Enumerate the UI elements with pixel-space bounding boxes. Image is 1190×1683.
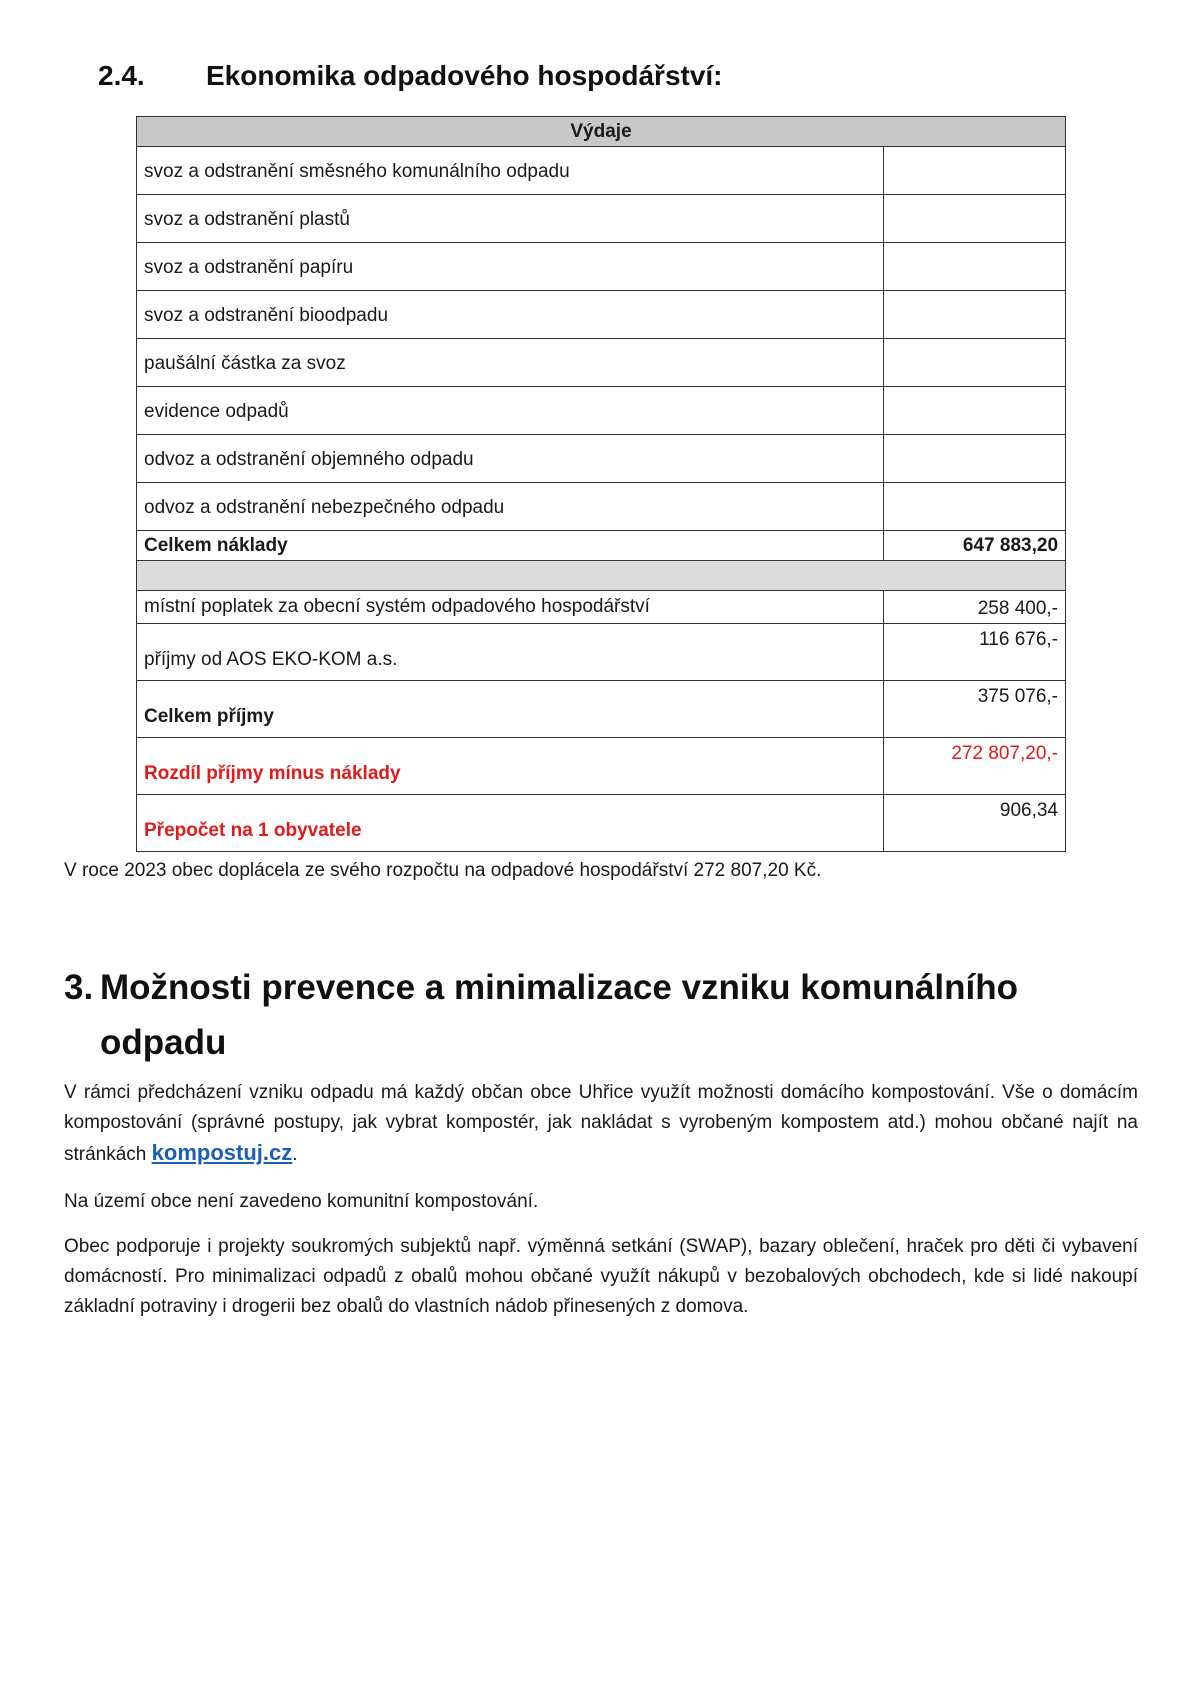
table-row xyxy=(137,624,1066,681)
total-income-row xyxy=(137,681,1066,738)
expense-value xyxy=(884,387,1066,435)
per-capita-label: Přepočet na 1 obyvatele xyxy=(137,795,884,852)
expense-value xyxy=(884,291,1066,339)
per-capita-value: 906,34 xyxy=(884,795,1066,852)
expense-label: svoz a odstranění směsného komunálního odpadu xyxy=(137,147,884,195)
section-number: 2.4. xyxy=(98,60,145,91)
income-value: 116 676,- xyxy=(884,624,1066,681)
expense-value xyxy=(884,195,1066,243)
income-value: 258 400,- xyxy=(884,591,1066,624)
section-heading xyxy=(98,60,723,92)
paragraph-composting xyxy=(64,1078,1138,1170)
total-costs-label: Celkem náklady xyxy=(137,531,884,561)
difference-row xyxy=(137,738,1066,795)
kompostuj-link[interactable]: kompostuj.cz xyxy=(151,1140,293,1165)
total-costs-row xyxy=(137,531,1066,561)
expense-label: odvoz a odstranění nebezpečného odpadu xyxy=(137,483,884,531)
income-label: místní poplatek za obecní systém odpadového hospodářství xyxy=(137,591,884,624)
difference-value: 272 807,20,- xyxy=(884,738,1066,795)
total-income-label: Celkem příjmy xyxy=(137,681,884,738)
difference-label: Rozdíl příjmy mínus náklady xyxy=(137,738,884,795)
section-title: Ekonomika odpadového hospodářství: xyxy=(206,60,723,91)
expense-value xyxy=(884,483,1066,531)
expense-label: odvoz a odstranění objemného odpadu xyxy=(137,435,884,483)
expense-value xyxy=(884,147,1066,195)
expense-label: svoz a odstranění papíru xyxy=(137,243,884,291)
total-income-value: 375 076,- xyxy=(884,681,1066,738)
expense-label: svoz a odstranění plastů xyxy=(137,195,884,243)
table-row xyxy=(137,147,1066,195)
section3-number: 3. xyxy=(64,968,94,1007)
table-row xyxy=(137,291,1066,339)
expenses-header: Výdaje xyxy=(137,117,1066,147)
table-row xyxy=(137,483,1066,531)
separator-cell xyxy=(137,561,1066,591)
table-row xyxy=(137,243,1066,291)
table-row xyxy=(137,339,1066,387)
per-capita-row xyxy=(137,795,1066,852)
note-2023: V roce 2023 obec doplácela ze svého rozpočtu na odpadové hospodářství 272 807,20 Kč. xyxy=(64,860,822,881)
budget-table xyxy=(136,116,1066,852)
section3-title-line2: odpadu xyxy=(100,1023,227,1062)
paragraph-composting-end: . xyxy=(292,1144,298,1165)
table-row xyxy=(137,195,1066,243)
table-row xyxy=(137,591,1066,624)
table-row xyxy=(137,387,1066,435)
income-label: příjmy od AOS EKO-KOM a.s. xyxy=(137,624,884,681)
paragraph-community-composting: Na území obce není zavedeno komunitní kompostování. xyxy=(64,1191,539,1212)
paragraph-private-projects: Obec podporuje i projekty soukromých subjektů např. výměnná setkání (SWAP), bazary oblečení, hraček pro děti či vybavení domácností. Pro minimalizaci odpadů z obalů mohou občané využít nákupů v bezobalových obchodech, kde si lidé nakoupí základní potraviny i drogerii bez obalů do vlastních nádob přinesených z domova. xyxy=(64,1236,1138,1317)
expense-label: paušální částka za svoz xyxy=(137,339,884,387)
expense-label: evidence odpadů xyxy=(137,387,884,435)
expense-value xyxy=(884,435,1066,483)
section3-heading xyxy=(64,960,1018,1070)
expense-label: svoz a odstranění bioodpadu xyxy=(137,291,884,339)
separator-row xyxy=(137,561,1066,591)
table-row xyxy=(137,435,1066,483)
total-costs-value: 647 883,20 xyxy=(884,531,1066,561)
table-header-row xyxy=(137,117,1066,147)
expense-value xyxy=(884,339,1066,387)
expense-value xyxy=(884,243,1066,291)
paragraph-composting-text: V rámci předcházení vzniku odpadu má každý občan obce Uhřice využít možnosti domácího kompostování. Vše o domácím kompostování (správné postupy, jak vybrat kompostér, jak nakládat s vyrobeným kompostem atd.) mohou občané najít na stránkách xyxy=(64,1082,1138,1165)
section3-title-line1: Možnosti prevence a minimalizace vzniku komunálního xyxy=(100,968,1018,1007)
